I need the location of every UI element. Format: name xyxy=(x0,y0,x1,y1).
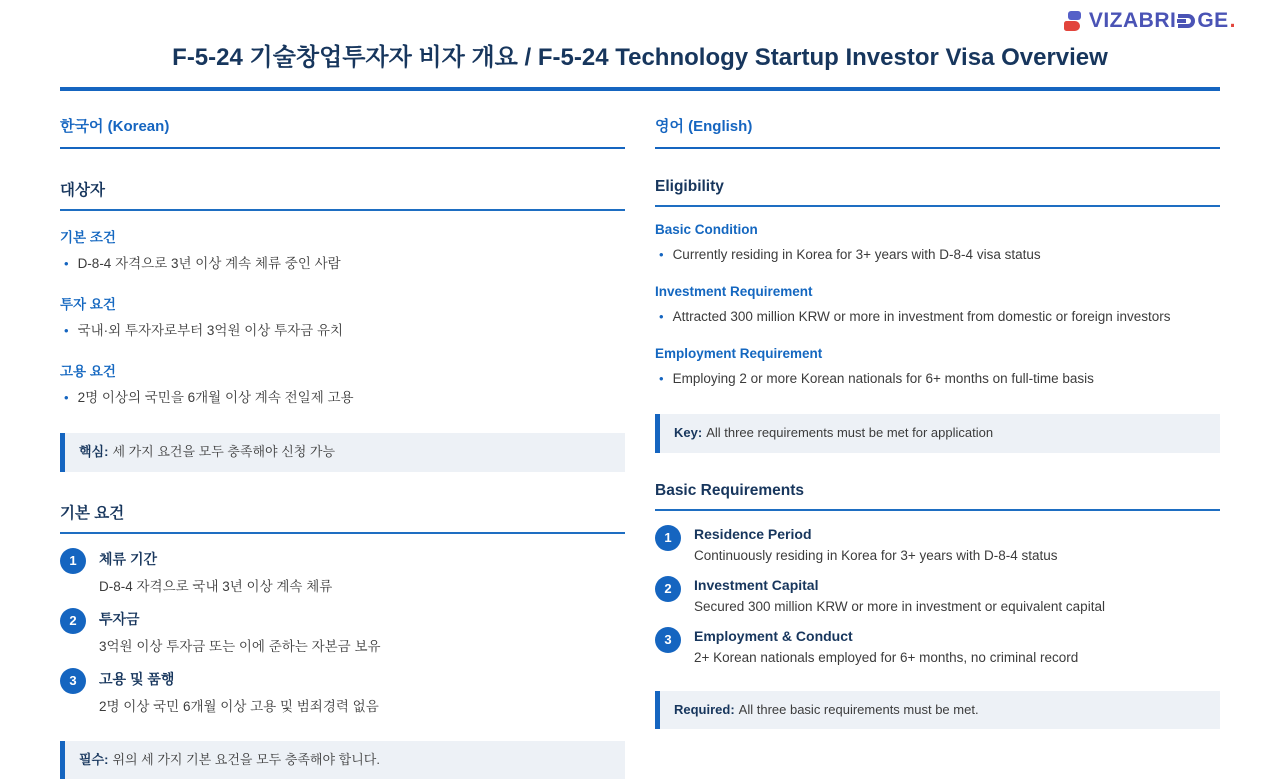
item-number-badge: 1 xyxy=(60,548,86,574)
required-callout-en xyxy=(655,691,1220,730)
bullet-icon: • xyxy=(659,247,664,262)
item-body xyxy=(99,668,379,715)
item-body xyxy=(694,627,1078,665)
item-description: 3억원 이상 투자금 또는 이에 준하는 자본금 보유 xyxy=(99,638,381,654)
item-title: Investment Capital xyxy=(694,576,819,593)
bullet-item xyxy=(655,309,1220,326)
bullet-item xyxy=(60,390,625,407)
section-divider xyxy=(60,532,625,534)
wordmark-post: GE xyxy=(1197,9,1229,32)
bullet-item xyxy=(60,323,625,340)
callout-label: 필수: xyxy=(79,751,109,767)
language-divider xyxy=(655,147,1220,149)
subsection-heading: 고용 요건 xyxy=(60,363,116,379)
bullet-text: Currently residing in Korea for 3+ years with D-8-4 visa status xyxy=(672,247,1041,262)
item-body xyxy=(99,548,332,595)
bullet-text: Attracted 300 million KRW or more in investment from domestic or foreign investors xyxy=(672,308,1171,324)
bullet-text: 국내·외 투자자로부터 3억원 이상 투자금 유치 xyxy=(77,322,344,338)
item-number-badge: 2 xyxy=(655,576,681,602)
language-divider xyxy=(60,147,625,149)
callout-text: All three basic requirements must be met. xyxy=(738,701,979,717)
section-divider xyxy=(655,205,1220,207)
item-number-badge: 3 xyxy=(655,627,681,653)
brand-logo xyxy=(1061,9,1236,33)
item-description: Secured 300 million KRW or more in investment or equivalent capital xyxy=(694,598,1105,614)
callout-text: 위의 세 가지 기본 요건을 모두 충족해야 합니다. xyxy=(112,751,380,767)
language-header-korean: 한국어 (Korean) xyxy=(60,118,170,135)
callout-text: All three requirements must be met for application xyxy=(706,424,994,440)
required-callout-ko xyxy=(60,741,625,779)
bullet-icon: • xyxy=(659,308,664,324)
section-divider xyxy=(655,509,1220,511)
bullet-icon: • xyxy=(64,256,69,271)
item-description: D-8-4 자격으로 국내 3년 이상 계속 체류 xyxy=(99,578,333,594)
bullet-item xyxy=(655,371,1220,388)
item-title: Residence Period xyxy=(694,525,812,542)
logo-red-block xyxy=(1064,21,1080,31)
logo-blue-block xyxy=(1068,11,1081,20)
english-column xyxy=(655,115,1220,779)
section-heading-eligibility-ko: 대상자 xyxy=(60,182,105,199)
bullet-item xyxy=(60,256,625,273)
two-column-layout xyxy=(60,115,1220,779)
numbered-item xyxy=(655,525,1220,563)
section-heading-eligibility-en: Eligibility xyxy=(655,178,724,195)
subsection-heading: 투자 요건 xyxy=(60,296,116,312)
bullet-text: 2명 이상의 국민을 6개월 이상 계속 전일제 고용 xyxy=(77,389,354,405)
key-callout-en xyxy=(655,414,1220,453)
brand-wordmark xyxy=(1089,9,1236,33)
bullet-text: Employing 2 or more Korean nationals for 6+ months on full-time basis xyxy=(672,370,1094,386)
section-divider xyxy=(60,209,625,211)
section-heading-requirements-en: Basic Requirements xyxy=(655,481,805,499)
title-divider xyxy=(60,87,1220,91)
callout-label: Key: xyxy=(674,424,703,440)
item-title: Employment & Conduct xyxy=(694,627,853,644)
vizabridge-logo-icon xyxy=(1061,9,1083,33)
page-title: F-5-24 기술창업투자자 비자 개요 / F-5-24 Technology Startup Investor Visa Overview xyxy=(172,44,1108,71)
item-title: 고용 및 품행 xyxy=(99,670,175,687)
bullet-text: D-8-4 자격으로 3년 이상 계속 체류 중인 사람 xyxy=(77,256,341,271)
subsection-heading: Basic Condition xyxy=(655,222,758,237)
key-callout-ko xyxy=(60,433,625,472)
item-description: 2+ Korean nationals employed for 6+ months, no criminal record xyxy=(694,649,1079,665)
numbered-item xyxy=(655,627,1220,665)
bullet-icon: • xyxy=(659,370,664,386)
wordmark-pre: VIZABRI xyxy=(1088,9,1177,32)
item-number-badge: 2 xyxy=(60,608,86,634)
bullet-icon: • xyxy=(64,322,69,338)
item-number-badge: 3 xyxy=(60,668,86,694)
item-description: Continuously residing in Korea for 3+ years with D-8-4 status xyxy=(694,547,1058,563)
wordmark-dot: . xyxy=(1229,9,1236,32)
subsection-heading: Employment Requirement xyxy=(655,345,823,361)
numbered-item xyxy=(60,608,625,655)
item-body xyxy=(694,525,1058,563)
item-body xyxy=(99,608,381,655)
callout-label: 핵심: xyxy=(79,443,109,459)
item-title: 투자금 xyxy=(99,610,140,627)
item-title: 체류 기간 xyxy=(99,550,157,567)
section-heading-requirements-ko: 기본 요건 xyxy=(60,504,125,522)
bullet-item xyxy=(655,247,1220,264)
korean-column xyxy=(60,115,625,779)
item-number-badge: 1 xyxy=(655,525,681,551)
bullet-icon: • xyxy=(64,389,69,405)
subsection-heading: 기본 조건 xyxy=(60,230,116,245)
item-description: 2명 이상 국민 6개월 이상 고용 및 범죄경력 없음 xyxy=(99,698,379,714)
subsection-heading: Investment Requirement xyxy=(655,283,813,299)
item-body xyxy=(694,576,1105,614)
numbered-item xyxy=(655,576,1220,614)
numbered-item xyxy=(60,668,625,715)
callout-text: 세 가지 요건을 모두 충족해야 신청 가능 xyxy=(112,443,336,459)
numbered-item xyxy=(60,548,625,595)
callout-label: Required: xyxy=(674,701,735,717)
bridge-d-icon xyxy=(1178,14,1195,28)
language-header-english: 영어 (English) xyxy=(655,118,753,135)
